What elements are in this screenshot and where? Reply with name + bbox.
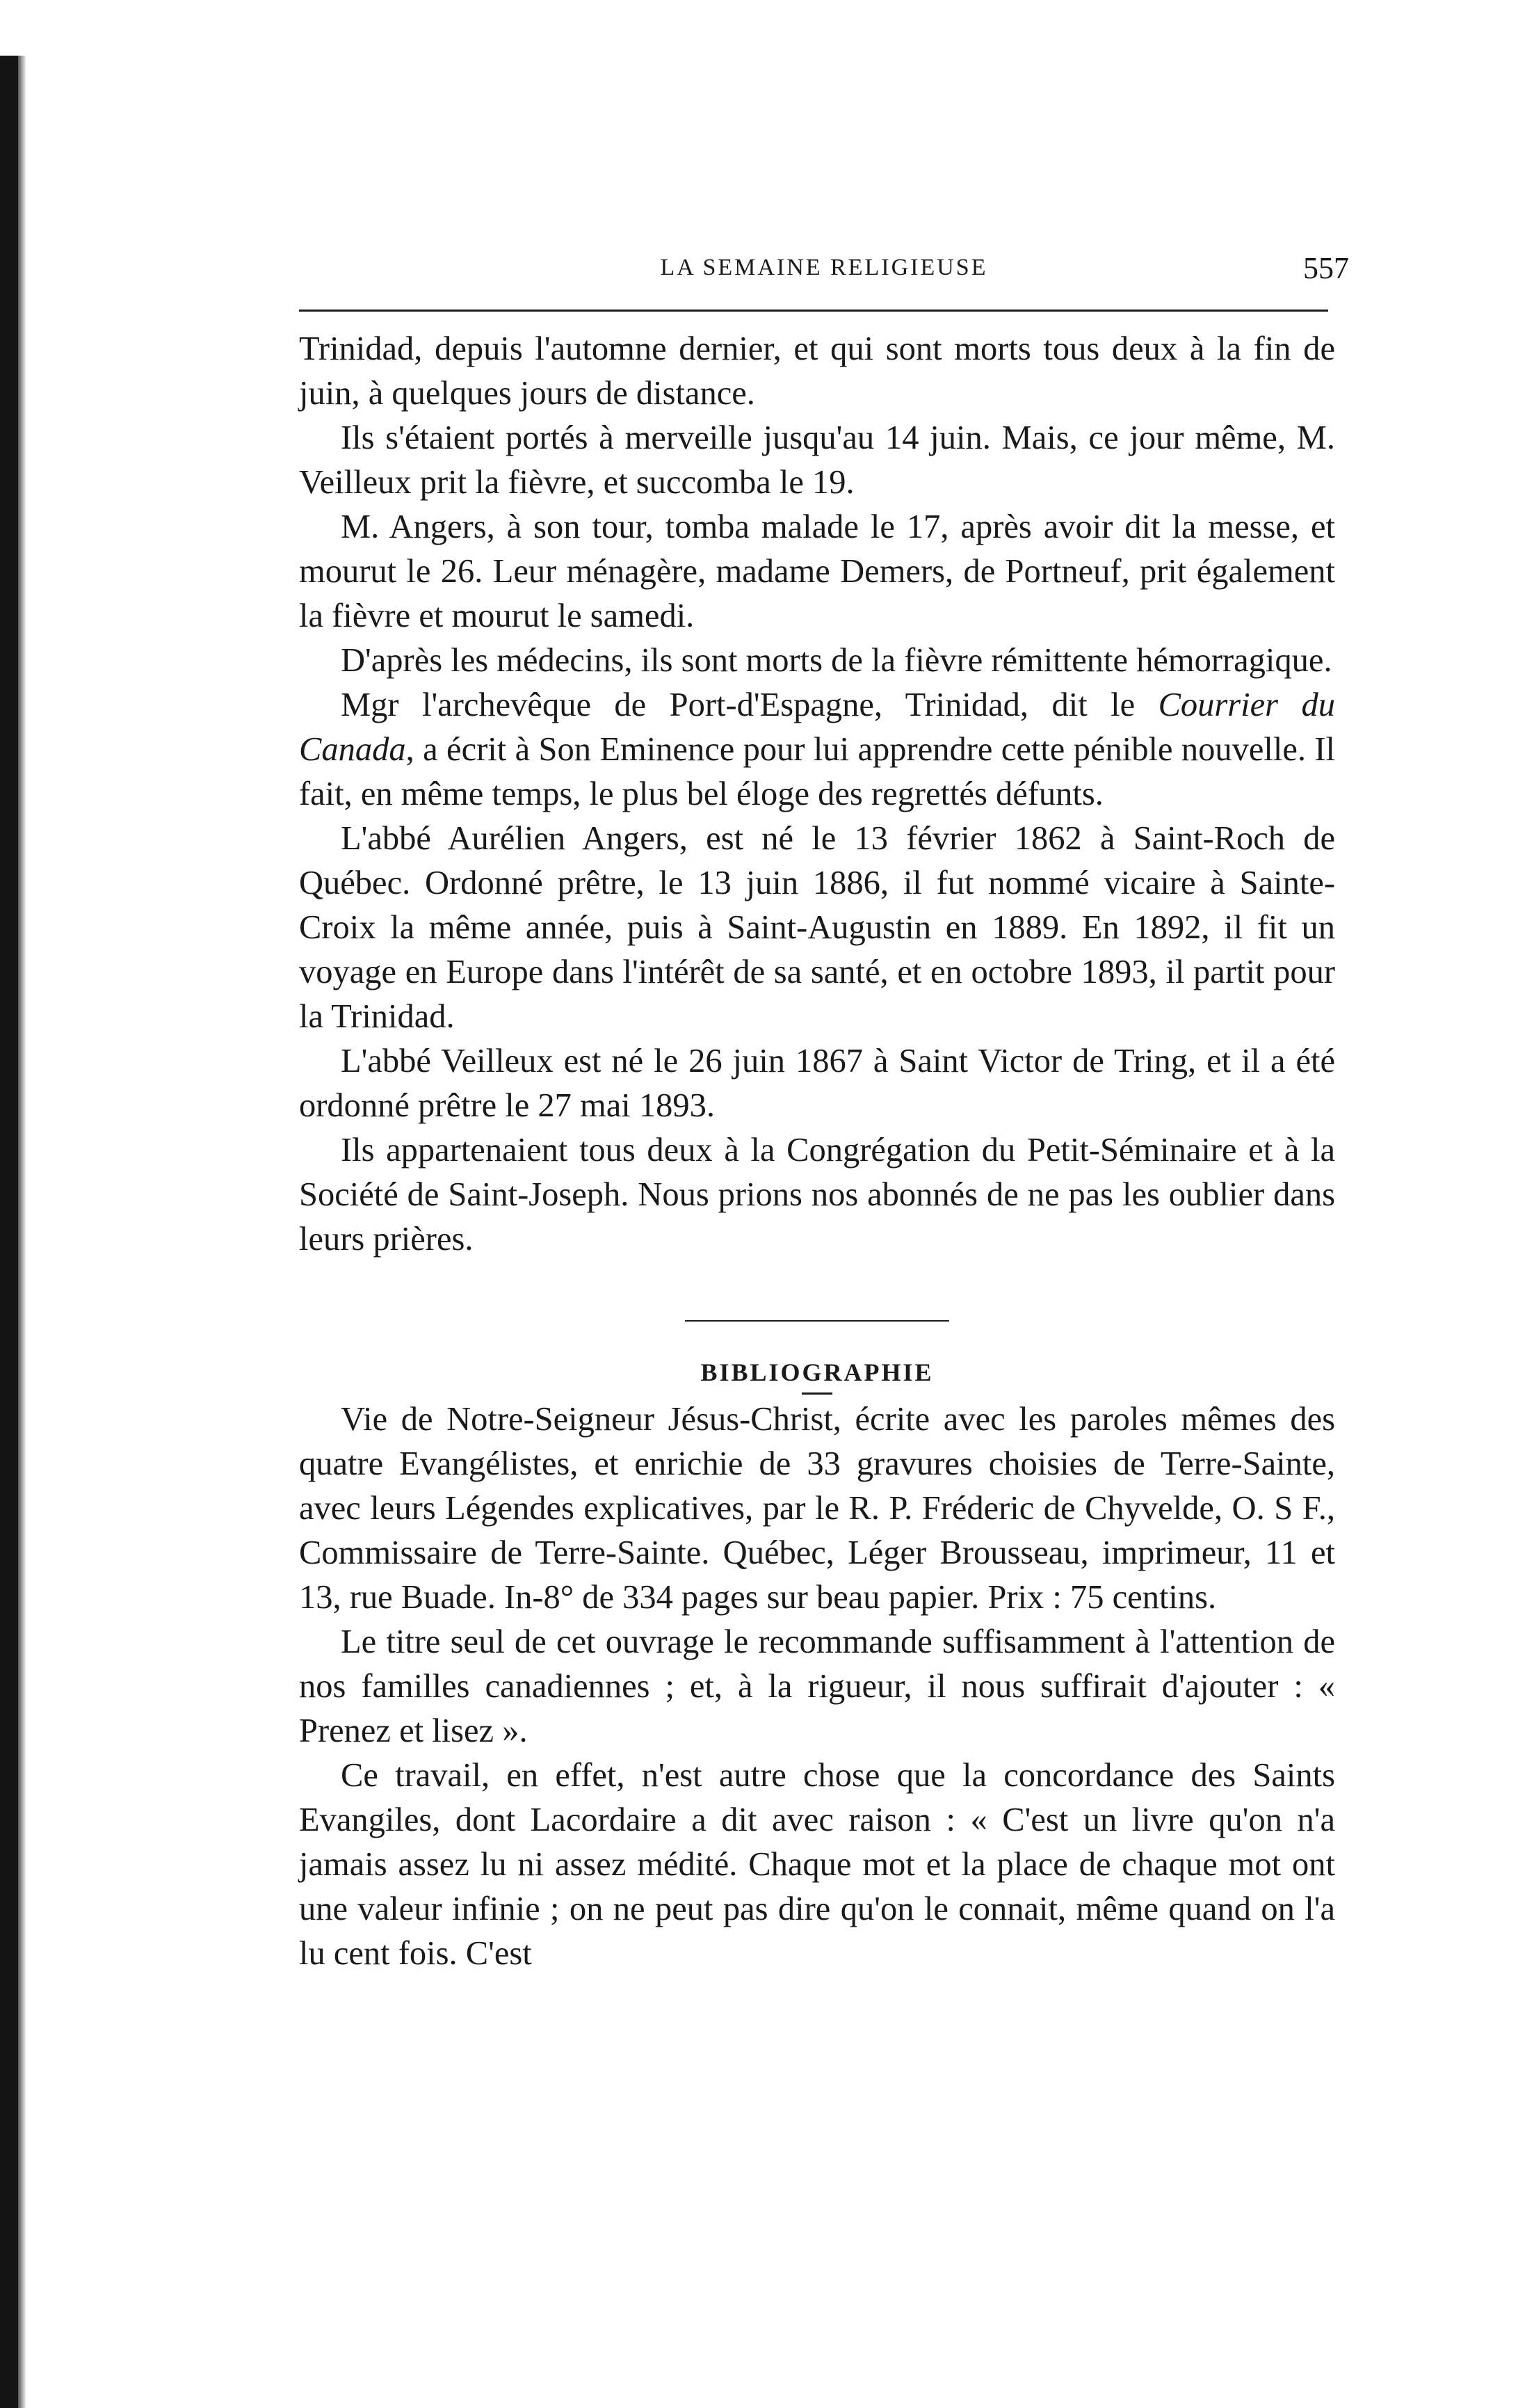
running-title: LA SEMAINE RELIGIEUSE [660,255,988,280]
page-body [299,327,1335,1976]
paragraph: L'abbé Veilleux est né le 26 juin 1867 à Saint Victor de Tring, et il a été ordonné prêtre le 27 mai 1893. [299,1043,1335,1124]
section-heading: BIBLIOGRAPHIE [700,1358,934,1386]
page-number: 557 [1303,251,1349,285]
book-spine-edge [18,56,26,2408]
paragraph: Ce travail, en effet, n'est autre chose que la concordance des Saints Evangiles, dont Lacordaire a dit avec raison : « C'est un livre qu'on n'a jamais assez lu ni assez médité. Chaque mot et la place de chaque mot ont une valeur infinie ; on ne peut pas dire qu'on le connait, même quand on l'a lu cent fois. C'est [299,1757,1335,1972]
paragraph: M. Angers, à son tour, tomba malade le 17, après avoir dit la messe, et mourut le 26. Leur ménagère, madame Demers, de Portneuf, prit également la fièvre et mourut le samedi. [299,508,1335,634]
paragraph: Le titre seul de cet ouvrage le recommande suffisamment à l'attention de nos familles canadiennes ; et, à la rigueur, il nous suffirait d'ajouter : « Prenez et lisez ». [299,1623,1335,1749]
paragraph-text: , a écrit à Son Eminence pour lui apprendre cette pénible nouvelle. Il fait, en même temps, le plus bel éloge des regrettés défunts. [299,731,1335,812]
section-divider [685,1320,949,1322]
paragraph-text: Mgr l'archevêque de Port-d'Espagne, Trinidad, dit le [341,687,1158,723]
heading-dash [802,1392,832,1395]
header-rule [299,310,1328,312]
paragraph: Ils s'étaient portés à merveille jusqu'au 14 juin. Mais, ce jour même, M. Veilleux prit la fièvre, et succomba le 19. [299,419,1335,501]
paragraph: Vie de Notre-Seigneur Jésus-Christ, écrite avec les paroles mêmes des quatre Evangélistes, et enrichie de 33 gravures choisies de Terre-Sainte, avec leurs Légendes explicatives, par le R. P. Fréderic de Chyvelde, O. S F., Commissaire de Terre-Sainte. Québec, Léger Brousseau, imprimeur, 11 et 13, rue Buade. In-8° de 334 pages sur beau papier. Prix : 75 centins. [299,1401,1335,1616]
paragraph [299,683,1335,817]
book-spine-shadow [0,56,18,2408]
page-header [299,250,1349,292]
paragraph: L'abbé Aurélien Angers, est né le 13 février 1862 à Saint-Roch de Québec. Ordonné prêtre, le 13 juin 1886, il fut nommé vicaire à Sainte-Croix la même année, puis à Saint-Augustin en 1889. En 1892, il fit un voyage en Europe dans l'intérêt de sa santé, et en octobre 1893, il partit pour la Trinidad. [299,820,1335,1035]
newspaper-title: Courrier du Canada [299,687,1335,768]
paragraph: Trinidad, depuis l'automne dernier, et qui sont morts tous deux à la fin de juin, à quelques jours de distance. [299,330,1335,412]
paragraph: D'après les médecins, ils sont morts de la fièvre rémittente hémorragique. [341,642,1332,679]
paragraph: Ils appartenaient tous deux à la Congrégation du Petit-Séminaire et à la Société de Saint-Joseph. Nous prions nos abonnés de ne pas les oublier dans leurs prières. [299,1132,1335,1258]
